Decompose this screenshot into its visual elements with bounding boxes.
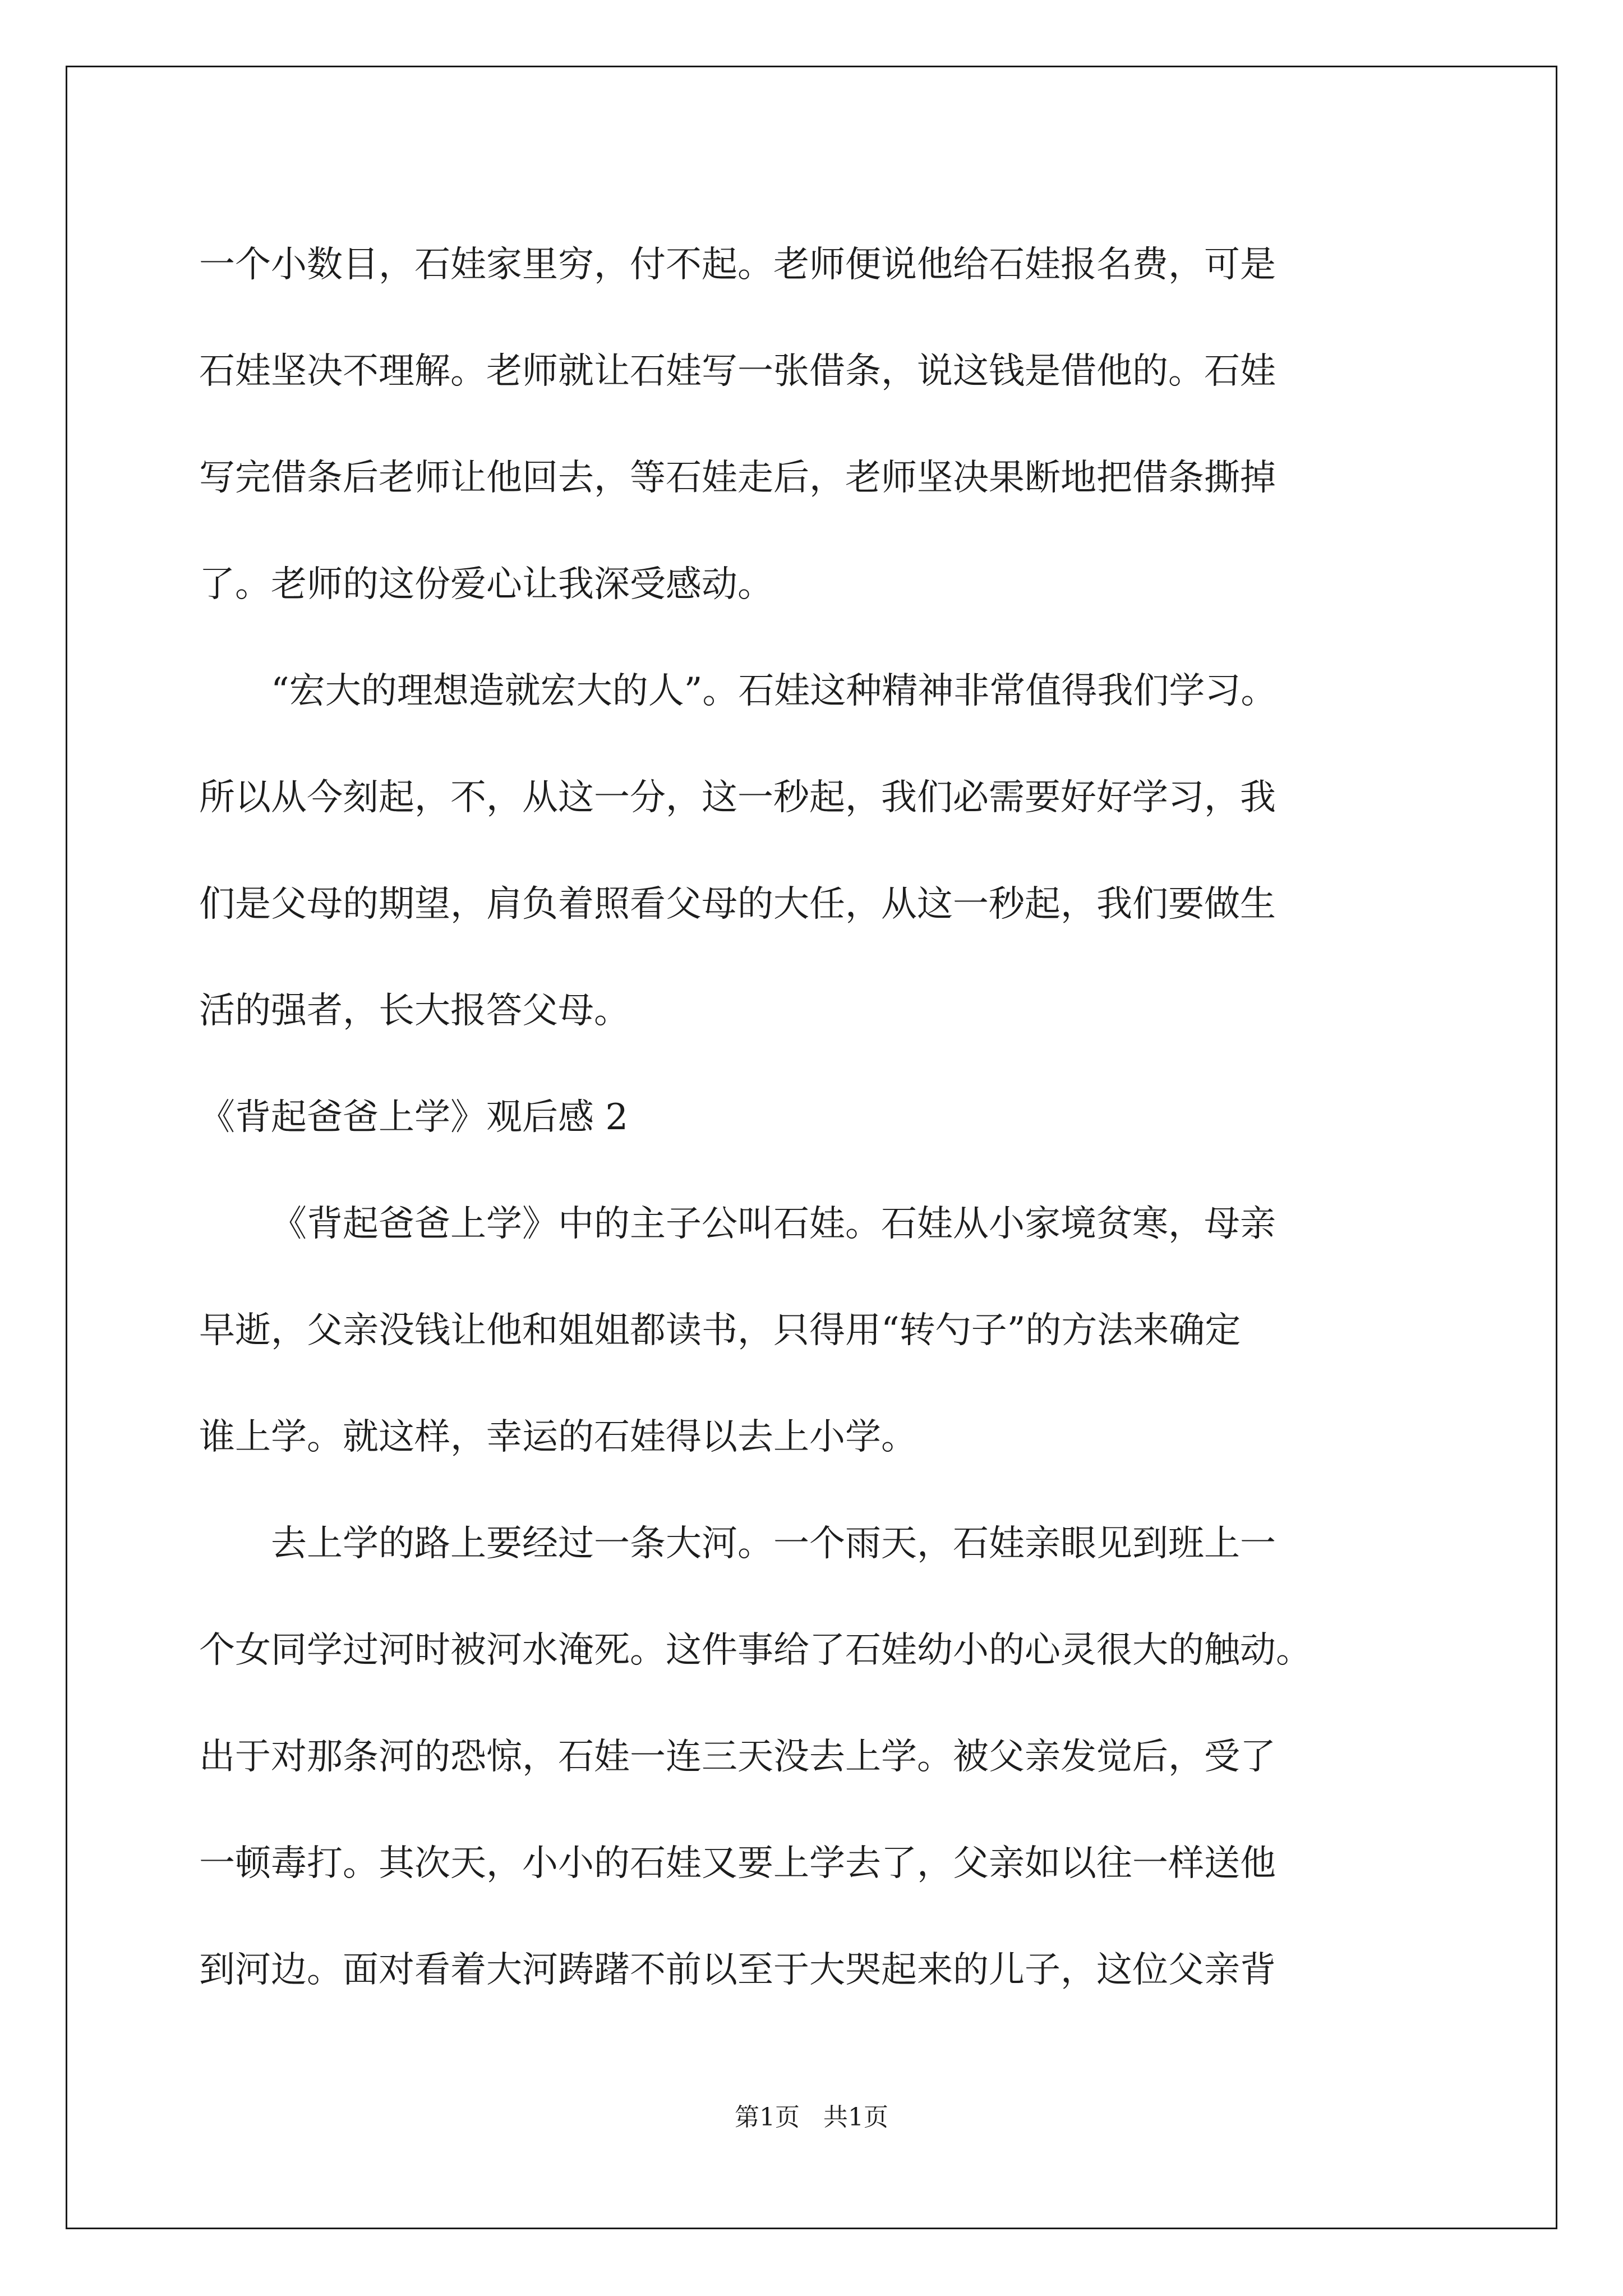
text-line: 所以从今刻起，不，从这一分，这一秒起，我们必需要好好学习，我 — [199, 777, 1276, 818]
text-line: 谁上学。就这样，幸运的石娃得以去上小学。 — [199, 1416, 917, 1458]
paragraph-first-line: “宏大的理想造就宏大的人”。石娃这种精神非常值得我们学习。 — [271, 670, 1277, 712]
text-line: 出于对那条河的恐惊，石娃一连三天没去上学。被父亲发觉后，受了 — [199, 1736, 1276, 1778]
text-line: 早逝，父亲没钱让他和姐姐都读书，只得用“转勺子”的方法来确定 — [199, 1310, 1241, 1351]
section-heading: 《背起爸爸上学》观后感 2 — [199, 1097, 629, 1138]
paragraph-first-line: 《背起爸爸上学》中的主子公叫石娃。石娃从小家境贫寒，母亲 — [271, 1203, 1276, 1245]
text-line: 写完借条后老师让他回去，等石娃走后，老师坚决果断地把借条撕掉 — [199, 457, 1276, 499]
paragraph-first-line: 去上学的路上要经过一条大河。一个雨天，石娃亲眼见到班上一 — [271, 1523, 1276, 1565]
text-line: 个女同学过河时被河水淹死。这件事给了石娃幼小的心灵很大的触动。 — [199, 1630, 1312, 1671]
text-line: 石娃坚决不理解。老师就让石娃写一张借条，说这钱是借他的。石娃 — [199, 351, 1276, 392]
text-line: 活的强者，长大报答父母。 — [199, 990, 630, 1032]
text-line: 一顿毒打。其次天，小小的石娃又要上学去了，父亲如以往一样送他 — [199, 1843, 1276, 1884]
text-line: 们是父母的期望，肩负着照看父母的大任，从这一秒起，我们要做生 — [199, 884, 1276, 925]
text-line: 了。老师的这份爱心让我深受感动。 — [199, 564, 773, 605]
text-line: 到河边。面对看着大河踌躇不前以至于大哭起来的儿子，这位父亲背 — [199, 1949, 1276, 1991]
text-line: 一个小数目，石娃家里穷，付不起。老师便说他给石娃报名费，可是 — [199, 244, 1276, 286]
page-number-footer: 第1页 共1页 — [735, 2103, 888, 2132]
document-body — [199, 211, 1433, 2023]
